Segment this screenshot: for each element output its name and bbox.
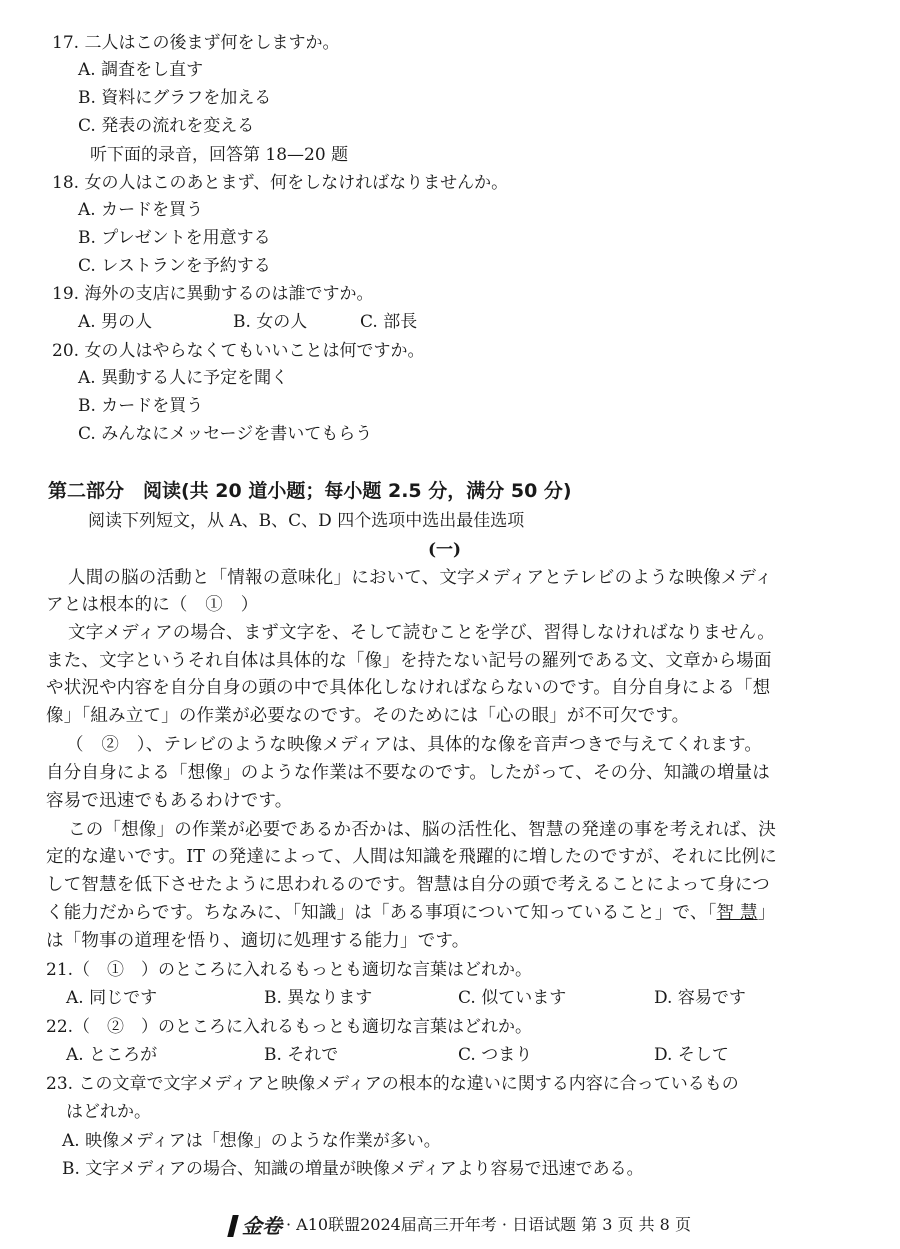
q20-option-a: A. 異動する人に予定を聞く xyxy=(78,368,289,388)
q21-option-d: D. 容易です xyxy=(654,988,746,1008)
q21-option-b: B. 異なります xyxy=(264,988,373,1008)
q17-option-b: B. 資料にグラフを加える xyxy=(78,88,272,108)
passage-line-1: 人間の脳の活動と「情報の意味化」において、文字メディアとテレビのような映像メディ xyxy=(68,568,773,588)
footer-logo: 金卷 xyxy=(242,1213,282,1238)
instruction-18-20: 听下面的录音，回答第 18—20 题 xyxy=(90,145,349,165)
passage-line-12: して智慧を低下させたように思われるのです。智慧は自分の頭で考えることによって身につ xyxy=(46,875,770,895)
q18-option-b: B. プレゼントを用意する xyxy=(78,228,271,248)
q19-option-b: B. 女の人 xyxy=(233,312,308,332)
page-footer xyxy=(230,1214,691,1237)
section-title: 第二部分 阅读(共 20 道小题；每小题 2.5 分，满分 50 分) xyxy=(48,480,572,502)
passage-line-2: アとは根本的に（ ① ） xyxy=(46,595,259,615)
reading-instruction: 阅读下列短文，从 A、B、C、D 四个选项中选出最佳选项 xyxy=(88,511,525,531)
q22-option-d: D. そして xyxy=(654,1045,729,1065)
footer-text: · A10联盟2024届高三开年考 · 日语试题 第 3 页 共 8 页 xyxy=(286,1215,691,1234)
q18-stem: 18. 女の人はこのあとまず、何をしなければなりませんか。 xyxy=(52,173,509,193)
q22-stem: 22.（ ② ）のところに入れるもっとも適切な言葉はどれか。 xyxy=(46,1017,533,1037)
passage-number: (一) xyxy=(428,540,462,560)
passage-line-13 xyxy=(46,902,775,924)
passage-line-3: 文字メディアの場合、まず文字を、そして読むことを学び、習得しなければなりません。 xyxy=(68,623,775,643)
q23-option-a: A. 映像メディアは「想像」のような作業が多い。 xyxy=(62,1131,441,1151)
q23-stem-line-2: はどれか。 xyxy=(66,1102,151,1122)
q19-stem: 19. 海外の支店に異動するのは誰ですか。 xyxy=(52,284,374,304)
passage-line-13-text: く能力だからです。ちなみに、「知識」は「ある事項について知っていること」で、「 xyxy=(46,903,717,923)
passage-line-9: 容易で迅速でもあるわけです。 xyxy=(46,791,293,811)
passage-line-14: は「物事の道理を悟り、適切に処理する能力」です。 xyxy=(46,931,470,951)
q21-option-c: C. 似ています xyxy=(458,988,567,1008)
passage-line-11: 定的な違いです。IT の発達によって、人間は知識を飛躍的に増したのですが、それに比例に xyxy=(46,847,777,867)
q19-option-a: A. 男の人 xyxy=(78,312,153,332)
q22-option-c: C. つまり xyxy=(458,1045,533,1065)
passage-line-7: （ ② ）、テレビのような映像メディアは、具体的な像を音声つきで与えてくれます。 xyxy=(66,735,763,755)
underlined-term: 智 慧 xyxy=(716,903,758,923)
q18-option-a: A. カードを買う xyxy=(78,200,204,220)
passage-line-10: この「想像」の作業が必要であるか否かは、脳の活性化、智慧の発達の事を考えれば、決 xyxy=(68,820,776,840)
q21-stem: 21.（ ① ）のところに入れるもっとも適切な言葉はどれか。 xyxy=(46,960,533,980)
passage-line-4: また、文字というそれ自体は具体的な「像」を持たない記号の羅列である文、文章から場面 xyxy=(46,651,772,671)
passage-line-8: 自分自身による「想像」のような作業は不要なのです。したがって、その分、知識の増量は xyxy=(46,763,770,783)
q21-option-a: A. 同じです xyxy=(66,988,158,1008)
logo-mark-icon xyxy=(227,1215,238,1237)
q17-stem: 17. 二人はこの後まず何をしますか。 xyxy=(52,33,340,53)
q23-option-b: B. 文字メディアの場合、知識の増量が映像メディアより容易で迅速である。 xyxy=(62,1159,644,1179)
q18-option-c: C. レストランを予約する xyxy=(78,256,271,276)
q20-stem: 20. 女の人はやらなくてもいいことは何ですか。 xyxy=(52,341,425,361)
q19-option-c: C. 部長 xyxy=(360,312,418,332)
passage-line-6: 像」「組み立て」の作業が必要なのです。そのためには「心の眼」が不可欠です。 xyxy=(46,706,690,726)
q17-option-a: A. 調査をし直す xyxy=(78,60,204,80)
passage-line-13-end: 」 xyxy=(757,903,776,923)
q23-stem-line-1: 23. この文章で文字メディアと映像メディアの根本的な違いに関する内容に合っているもの xyxy=(46,1074,739,1094)
q22-option-a: A. ところが xyxy=(66,1045,158,1065)
q22-option-b: B. それで xyxy=(264,1045,339,1065)
q17-option-c: C. 発表の流れを変える xyxy=(78,116,255,136)
q20-option-c: C. みんなにメッセージを書いてもらう xyxy=(78,424,373,444)
q20-option-b: B. カードを買う xyxy=(78,396,204,416)
passage-line-5: や状況や内容を自分自身の頭の中で具体化しなければならないのです。自分自身による「想 xyxy=(46,678,771,698)
